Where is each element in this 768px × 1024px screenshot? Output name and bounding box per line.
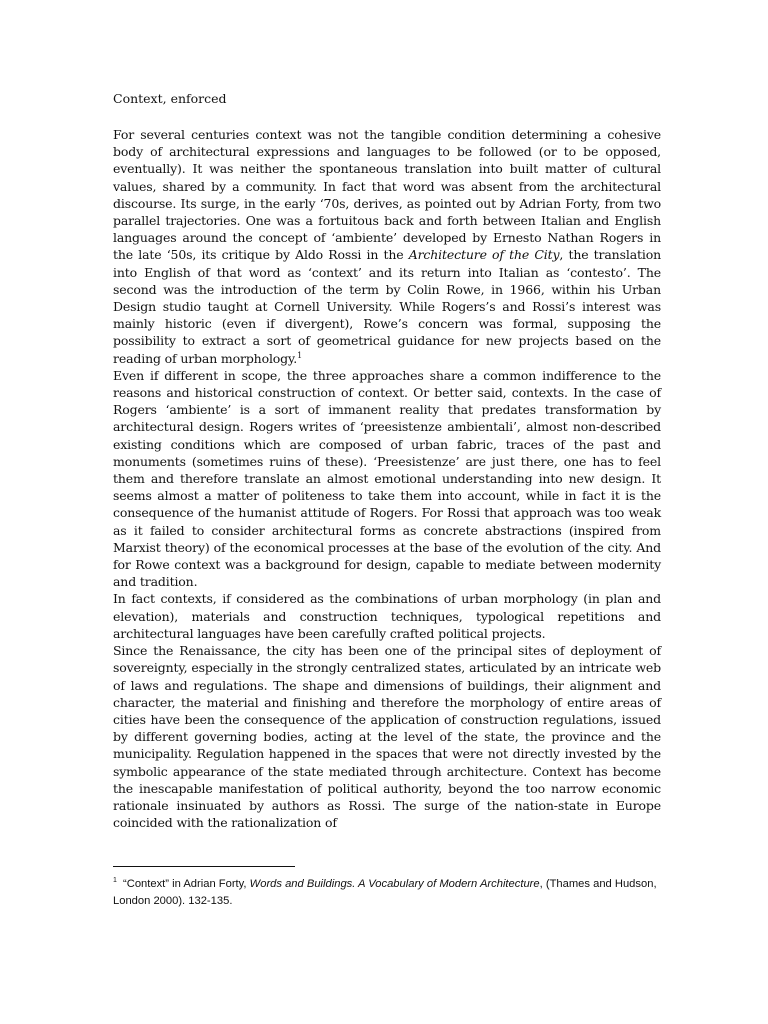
footnote-book-title: Words and Buildings. A Vocabulary of Modern Architecture xyxy=(249,878,540,890)
document-body xyxy=(113,126,661,831)
paragraph-3: In fact contexts, if considered as the combinations of urban morphology (in plan and elevation), materials and construction techniques, typological repetitions and architectural languages have been carefully crafted political projects. xyxy=(113,591,661,641)
document-page xyxy=(113,90,661,831)
document-title: Context, enforced xyxy=(113,91,227,106)
footnote-text-end: , (Thames and Hudson, London 2000). 132-135. xyxy=(113,878,657,907)
paragraph-2: Even if different in scope, the three approaches share a common indifference to the reasons and historical construction of context. Or better said, contexts. In the case of Rogers ‘ambiente’ is a sort of immanent reality that predates transformation by architectural design. Rogers writes of ‘preesistenze ambientali’, almost non-described existing conditions which are composed of urban fabric, traces of the past and monuments (sometimes ruins of these). ‘Preesistenze’ are just there, one has to feel them and therefore translate an almost emotional understanding into new design. It seems almost a matter of politeness to take them into account, while in fact it is the consequence of the humanist attitude of Rogers. For Rossi that approach was too weak as it failed to consider architectural forms as concrete abstractions (inspired from Marxist theory) of the economical processes at the base of the evolution of the city. And for Rowe context was a background for design, capable to mediate between modernity and tradition. xyxy=(113,367,661,590)
paragraph-1-text: For several centuries context was not the tangible condition determining a cohesive body of architectural expressions and languages to be followed (or to be opposed, eventually). It was neither the spontaneous translation into built matter of cultural values, shared by a community. In fact that word was absent from the architectural discourse. Its surge, in the early ‘70s, derives, as pointed out by Adrian Forty, from two parallel trajectories. One was a fortuitous back and forth between Italian and English languages around the concept of ‘ambiente’ developed by Ernesto Nathan Rogers in the late ‘50s, its critique by Aldo Rossi in the xyxy=(113,127,661,263)
paragraph-1-text-rest: , the translation into English of that word as ‘context’ and its return into Italian as ‘contesto’. The second was the introduction of the term by Colin Rowe, in 1966, within his Urban Design studio taught at Cornell University. While Rogers’s and Rossi’s interest was mainly historic (even if divergent), Rowe’s concern was formal, supposing the possibility to extract a sort of geometrical guidance for new projects based on the reading of urban morphology. xyxy=(113,247,661,366)
footnote-marker: 1 xyxy=(113,877,117,885)
paragraph-4: Since the Renaissance, the city has been one of the principal sites of deployment of sovereignty, especially in the strongly centralized states, articulated by an intricate web of laws and regulations. The shape and dimensions of buildings, their alignment and character, the material and finishing and therefore the morphology of entire areas of cities have been the consequence of the application of construction regulations, issued by different governing bodies, acting at the level of the state, the province and the municipality. Regulation happened in the spaces that were not directly invested by the symbolic appearance of the state mediated through architecture. Context has become the inescapable manifestation of political authority, beyond the too narrow economic rationale insinuated by authors as Rossi. The surge of the nation-state in Europe coincided with the rationalization of xyxy=(113,643,661,831)
footnote-text-start: “Context” in Adrian Forty, xyxy=(119,878,250,890)
paragraph-1 xyxy=(113,126,661,367)
footnote xyxy=(113,876,661,910)
footnote-reference[interactable]: 1 xyxy=(297,350,303,360)
footnote-separator xyxy=(113,866,295,867)
paragraph-1-italic-title: Architecture of the City xyxy=(408,247,560,263)
